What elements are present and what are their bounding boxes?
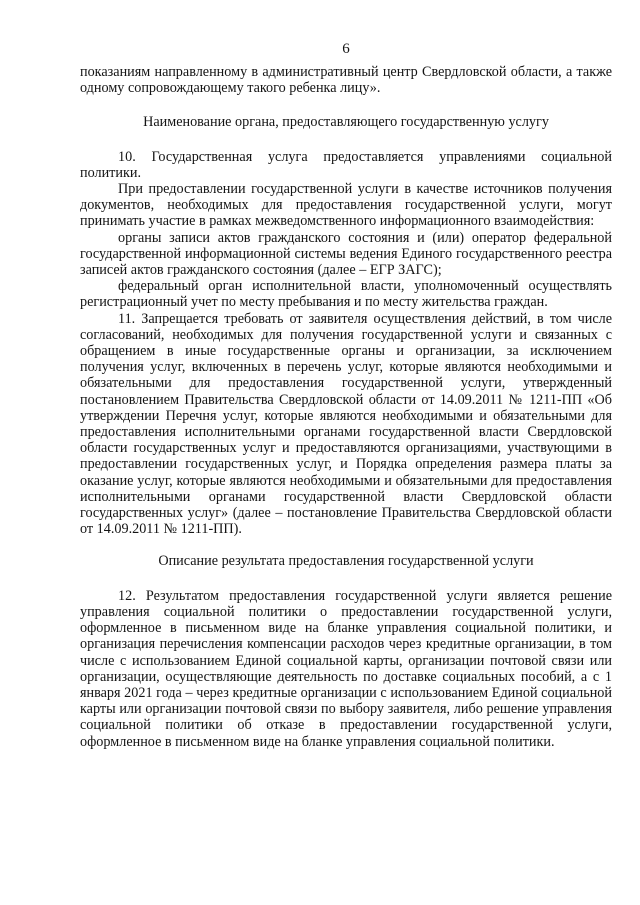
paragraph-10-zags: органы записи актов гражданского состояния и (или) оператор федеральной государственной информационной системы ведения Единого государственного реестра записей актов гражданского состояния (далее – ЕГР ЗАГС); [80, 229, 612, 279]
section-heading-organ: Наименование органа, предоставляющего государственную услугу [143, 114, 549, 131]
paragraph-10: 10. Государственная услуга предоставляется управлениями социальной политики. [80, 148, 612, 181]
paragraph-12: 12. Результатом предоставления государственной услуги является решение управления социальной политики о предоставлении государственной услуги, оформленное в письменном виде на бланке управления социальной политики, и организация перечисления компенсации расходов через кредитные организации, в том числе с использованием Единой социальной карты, организации почтовой связи или организации, осуществляющие деятельность по доставке социальных пособий, а с 1 января 2021 года – через кредитные организации с использованием Единой социальной карты или организации почтовой связи по выбору заявителя, либо решение управления социальной политики об отказе в предоставлении государственной услуги, оформленное в письменном виде на бланке управления социальной политики. [80, 587, 612, 750]
spacer [80, 131, 612, 149]
page-number: 6 [342, 41, 350, 57]
paragraph-10-participants: При предоставлении государственной услуги в качестве источников получения документов, необходимых для предоставления государственной услуги, могут принимать участие в рамках межведомственного информационного взаимодействия: [80, 181, 612, 230]
paragraph-11: 11. Запрещается требовать от заявителя осуществления действий, в том числе согласований, необходимых для получения государственной услуги и связанных с обращением в иные государственные органы и организации, за исключением получения услуг, включенных в перечень услуг, которые являются необходимыми и обязательными для предоставления государственной услуги, утвержденный постановлением Правительства Свердловской области от 14.09.2011 № 1211-ПП «Об утверждении Перечня услуг, которые являются необходимыми и обязательными для предоставления исполнительными органами государственной власти Свердловской области государственных услуг и предоставляются организациями, участвующими в предоставлении государственных услуг, и Порядка определения размера платы за оказание услуг, которые являются необходимыми и обязательными для предоставления исполнительными органами государственной власти Свердловской области государственных услуг» (далее – постановление Правительства Свердловской области от 14.09.2011 № 1211-ПП). [80, 310, 612, 538]
spacer [80, 537, 612, 553]
document-body [80, 64, 612, 750]
section-heading-result: Описание результата предоставления государственной услуги [158, 553, 534, 570]
paragraph-10-federal: федеральный орган исполнительной власти, уполномоченный осуществлять регистрационный учет по месту пребывания и по месту жительства граждан. [80, 278, 612, 311]
spacer [80, 570, 612, 588]
spacer [80, 96, 612, 114]
paragraph-continuation: показаниям направленному в административный центр Свердловской области, а также одному сопровождающему такого ребенка лицу». [80, 64, 612, 97]
